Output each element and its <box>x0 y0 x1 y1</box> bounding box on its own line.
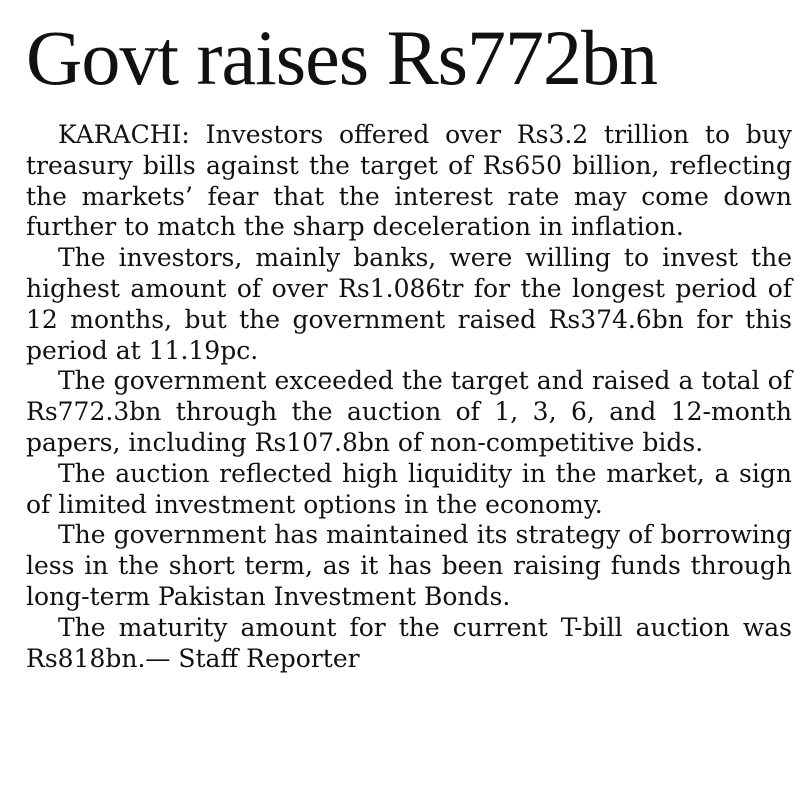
article-body <box>26 120 792 674</box>
news-article <box>26 10 792 674</box>
article-paragraph: The maturity amount for the current T-bill auction was Rs818bn.— Staff Reporter <box>26 612 792 673</box>
headline: Govt raises Rs772bn <box>26 14 657 101</box>
article-paragraph: KARACHI: Investors offered over Rs3.2 trillion to buy treasury bills against the target of Rs650 billion, reflecting the markets’ fear that the interest rate may come down further to match the sharp deceleration in inflation. <box>26 120 792 242</box>
article-paragraph: The investors, mainly banks, were willing to invest the highest amount of over Rs1.086tr for the longest period of 12 months, but the government raised Rs374.6bn for this period at 11.19pc. <box>26 243 792 365</box>
article-paragraph: The government has maintained its strategy of borrowing less in the short term, as it has been raising funds through long-term Pakistan Investment Bonds. <box>26 520 792 611</box>
article-paragraph: The auction reflected high liquidity in the market, a sign of limited investment options in the economy. <box>26 458 792 519</box>
article-paragraph: The government exceeded the target and raised a total of Rs772.3bn through the auction of 1, 3, 6, and 12-month papers, including Rs107.8bn of non-competitive bids. <box>26 366 792 457</box>
